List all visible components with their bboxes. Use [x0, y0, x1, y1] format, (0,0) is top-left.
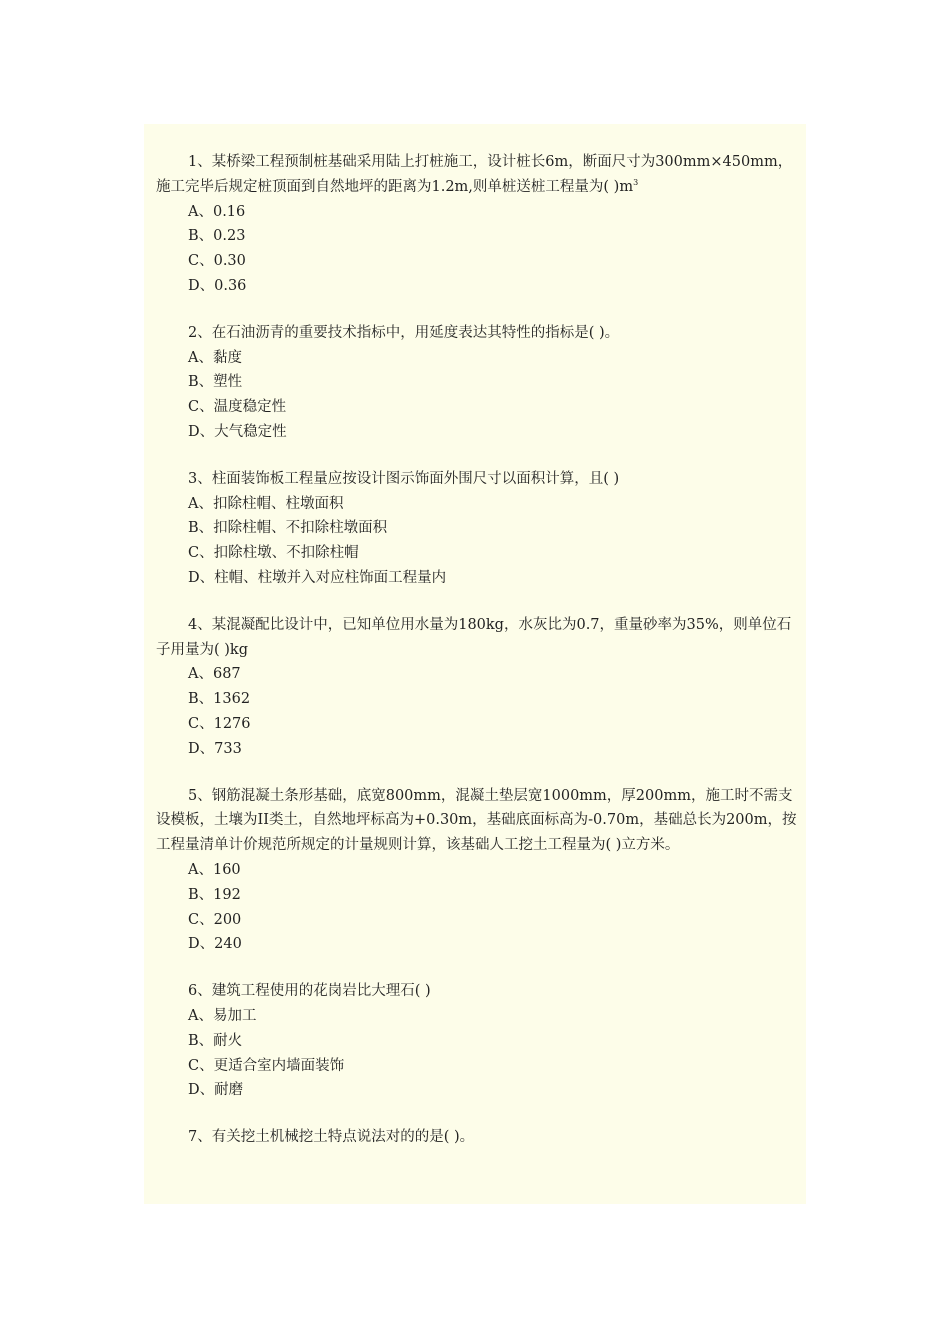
option: B、耐火 — [188, 1032, 243, 1049]
option: A、易加工 — [188, 1007, 257, 1024]
option: D、大气稳定性 — [188, 423, 287, 440]
option: D、柱帽、柱墩并入对应柱饰面工程量内 — [188, 569, 447, 586]
option: A、黏度 — [188, 349, 242, 366]
question-list — [156, 150, 804, 1172]
option: C、1276 — [188, 715, 251, 732]
question-6 — [156, 979, 804, 1103]
option: C、扣除柱墩、不扣除柱帽 — [188, 545, 359, 562]
option: A、扣除柱帽、柱墩面积 — [188, 495, 344, 512]
document-page — [144, 124, 806, 1204]
question-stem: 2、在石油沥青的重要技术指标中，用延度表达其特性的指标是( )。 — [188, 324, 620, 341]
question-stem: 4、某混凝配比设计中，已知单位用水量为180kg，水灰比为0.7，重量砂率为35%，则单位石子用量为( )kg — [156, 616, 792, 658]
option: B、0.23 — [188, 228, 246, 245]
option: D、0.36 — [188, 277, 247, 294]
option: C、更适合室内墙面装饰 — [188, 1057, 345, 1074]
question-1 — [156, 150, 804, 299]
question-stem: 7、有关挖土机械挖土特点说法对的的是( )。 — [188, 1129, 475, 1146]
option: D、733 — [188, 740, 242, 757]
option: A、160 — [188, 861, 241, 878]
question-7 — [156, 1125, 804, 1150]
superscript: 3 — [633, 177, 639, 187]
question-5 — [156, 784, 804, 958]
question-3 — [156, 467, 804, 591]
question-stem: 5、钢筋混凝土条形基础，底宽800mm，混凝土垫层宽1000mm，厚200mm，施工时不需支设模板，土壤为II类土，自然地坪标高为+0.30m，基础底面标高为-0.70m，基础总长为200m，按工程量清单计价规范所规定的计量规则计算，该基础人工挖土工程量为( )立方米。 — [156, 787, 797, 854]
option: B、塑性 — [188, 374, 243, 391]
question-stem: 6、建筑工程使用的花岗岩比大理石( ) — [188, 983, 431, 1000]
option: A、687 — [188, 666, 241, 683]
option: C、200 — [188, 911, 242, 928]
option: A、0.16 — [188, 203, 246, 220]
option: B、192 — [188, 886, 241, 903]
question-4 — [156, 613, 804, 762]
option: D、耐磨 — [188, 1082, 244, 1099]
option: C、0.30 — [188, 253, 246, 270]
option: D、240 — [188, 936, 242, 953]
question-stem: 3、柱面装饰板工程量应按设计图示饰面外围尺寸以面积计算，且( ) — [188, 470, 620, 487]
question-2 — [156, 321, 804, 445]
option: B、1362 — [188, 691, 251, 708]
question-stem-text: 1、某桥梁工程预制桩基础采用陆上打桩施工，设计桩长6m，断面尺寸为300mm×450mm，施工完毕后规定桩顶面到自然地坪的距离为1.2m,则单桩送桩工程量为( )m — [156, 154, 793, 195]
question-stem — [156, 150, 804, 200]
option: C、温度稳定性 — [188, 399, 287, 416]
option: B、扣除柱帽、不扣除柱墩面积 — [188, 520, 388, 537]
